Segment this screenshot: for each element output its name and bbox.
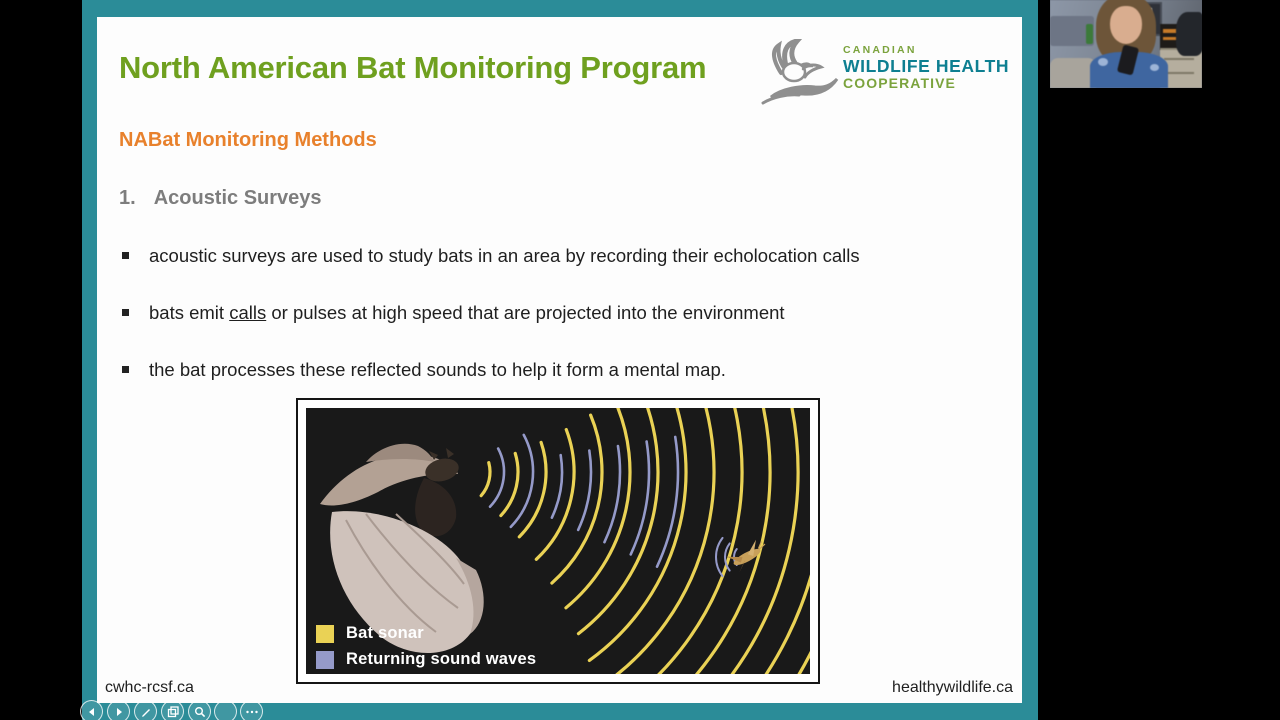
bullet-text: bats emit: [149, 302, 230, 323]
shape-tool-button[interactable]: [214, 700, 237, 720]
cwhc-logo: [757, 37, 1097, 107]
logo-text: [843, 45, 1009, 92]
more-tools-button[interactable]: [240, 700, 263, 720]
legend-item-returning-waves: [316, 650, 536, 669]
bullet-item: [122, 359, 1002, 381]
pen-tool-button[interactable]: [134, 700, 157, 720]
numbered-heading-number: 1.: [119, 187, 136, 209]
webcam-bottle: [1086, 24, 1093, 44]
legend-label: Returning sound waves: [346, 650, 537, 668]
bullet-marker: [122, 366, 129, 373]
footer-url-right: healthywildlife.ca: [892, 679, 1013, 696]
bullet-text: or pulses at high speed that are projected into the environment: [266, 302, 785, 323]
pages-tool-button[interactable]: [161, 700, 184, 720]
more-icon: [245, 709, 259, 715]
section-heading: NABat Monitoring Methods: [119, 129, 377, 151]
next-icon: [114, 707, 124, 717]
bullet-marker: [122, 252, 129, 259]
bullet-text: the bat processes these reflected sounds to help it form a mental map.: [149, 359, 726, 380]
bird-logo-icon: [757, 39, 841, 105]
bullet-item: [122, 302, 1002, 324]
previous-icon: [87, 707, 97, 717]
bat-illustration: [320, 444, 484, 653]
bullet-text: acoustic surveys are used to study bats in an area by recording their echolocation calls: [149, 245, 860, 266]
webcam-shirt-pattern: [1098, 58, 1108, 66]
webcam-drawer-handle: [1164, 72, 1194, 74]
webcam-shirt-pattern: [1150, 64, 1159, 71]
returning-waves-swatch: [316, 651, 334, 669]
bullet-item: [122, 245, 1002, 267]
bullet-marker: [122, 309, 129, 316]
pen-icon: [140, 706, 152, 718]
echolocation-figure: [296, 398, 820, 684]
numbered-heading-text: Acoustic Surveys: [153, 187, 322, 209]
zoom-tool-button[interactable]: [188, 700, 211, 720]
slide: [97, 17, 1022, 703]
previous-slide-button[interactable]: [80, 700, 103, 720]
bat-sonar-swatch: [316, 625, 334, 643]
numbered-heading: [119, 187, 322, 210]
presenter-webcam-video[interactable]: [1050, 0, 1202, 88]
echolocation-figure-image: [306, 408, 810, 674]
webcam-person-face: [1110, 6, 1142, 44]
footer-url-left: cwhc-rcsf.ca: [105, 679, 194, 696]
figure-legend: [316, 624, 536, 674]
bullet-text-underlined: calls: [229, 302, 267, 323]
magnifier-icon: [194, 706, 206, 718]
webcam-jacket: [1176, 12, 1202, 56]
slide-title: North American Bat Monitoring Program: [119, 50, 707, 85]
legend-label: Bat sonar: [346, 624, 424, 642]
logo-line-canadian: CANADIAN: [843, 44, 917, 56]
logo-line-wildlife-health: WILDLIFE HEALTH: [843, 55, 1010, 76]
webcam-drawer-handle: [1164, 58, 1194, 60]
legend-item-bat-sonar: [316, 624, 536, 643]
pages-icon: [167, 706, 179, 718]
next-slide-button[interactable]: [107, 700, 130, 720]
logo-line-cooperative: COOPERATIVE: [843, 75, 956, 92]
